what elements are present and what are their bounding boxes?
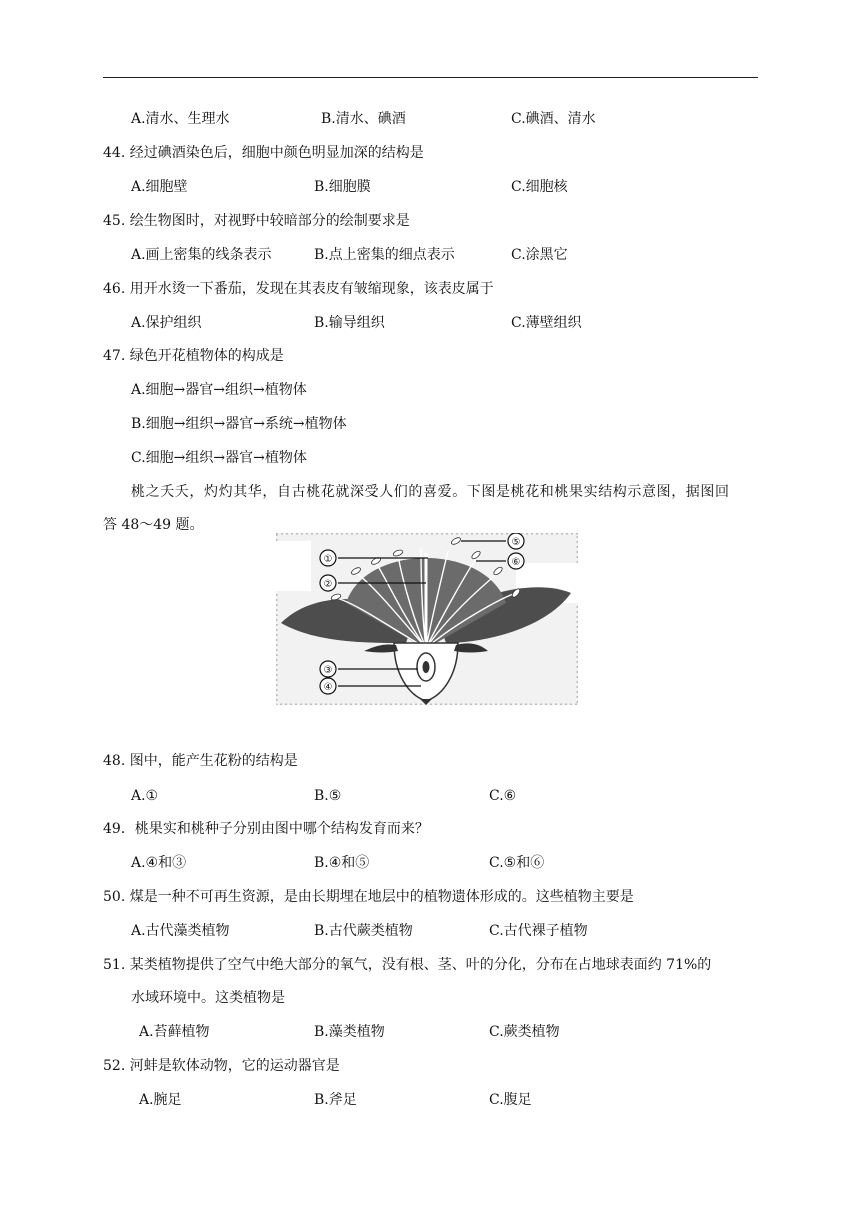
q48-option-a: A.①	[131, 788, 159, 804]
q48-option-c: C.⑥	[489, 788, 517, 804]
q50-option-a: A.古代藻类植物	[131, 923, 230, 939]
q51-option-a: A.苔藓植物	[139, 1024, 210, 1040]
q44-option-a: A.细胞壁	[131, 179, 188, 195]
label-5: ⑤	[511, 537, 521, 548]
intro-line-2: 答 48～49 题。	[103, 517, 204, 533]
q50-stem: 50. 煤是一种不可再生资源，是由长期埋在地层中的植物遗体形成的。这些植物主要是	[103, 889, 634, 905]
q44-stem: 44. 经过碘酒染色后，细胞中颜色明显加深的结构是	[103, 145, 424, 161]
q47-option-b: B.细胞→组织→器官→系统→植物体	[131, 416, 347, 432]
q51-stem-continued: 水域环境中。这类植物是	[131, 990, 285, 1006]
q48-option-b: B.⑤	[314, 788, 342, 804]
q45-option-c: C.涂黑它	[511, 247, 568, 263]
q46-option-b: B.输导组织	[314, 315, 385, 331]
q52-option-c: C.腹足	[489, 1092, 532, 1108]
label-6: ⑥	[511, 557, 521, 568]
q51-option-c: C.蕨类植物	[489, 1024, 560, 1040]
q49-option-c: C.⑤和⑥	[489, 855, 545, 871]
q52-stem: 52. 河蚌是软体动物，它的运动器官是	[103, 1058, 340, 1074]
q47-option-c: C.细胞→组织→器官→植物体	[131, 450, 307, 466]
header-rule	[103, 77, 758, 78]
peach-flower-diagram	[276, 533, 578, 705]
q52-option-b: B.斧足	[314, 1092, 357, 1108]
q44-option-c: C.细胞核	[511, 179, 568, 195]
q46-stem: 46. 用开水烫一下番茄，发现在其表皮有皱缩现象，该表皮属于	[103, 281, 494, 297]
q49-option-b: B.④和⑤	[314, 855, 370, 871]
q43-option-c: C.碘酒、清水	[511, 111, 596, 127]
label-1: ①	[323, 554, 333, 565]
label-3: ③	[323, 665, 333, 676]
q50-option-b: B.古代蕨类植物	[314, 923, 413, 939]
q45-stem: 45. 绘生物图时，对视野中较暗部分的绘制要求是	[103, 213, 410, 229]
q46-option-a: A.保护组织	[131, 315, 202, 331]
q44-option-b: B.细胞膜	[314, 179, 371, 195]
q47-option-a: A.细胞→器官→组织→植物体	[131, 382, 307, 398]
q49-stem: 49．桃果实和桃种子分别由图中哪个结构发育而来？	[103, 821, 429, 837]
q46-option-c: C.薄壁组织	[511, 315, 582, 331]
q49-option-a: A.④和③	[131, 855, 187, 871]
q52-option-a: A.腕足	[139, 1092, 182, 1108]
q45-option-a: A.画上密集的线条表示	[131, 247, 272, 263]
q43-option-a: A.清水、生理水	[131, 111, 230, 127]
intro-line-1: 桃之夭夭，灼灼其华，自古桃花就深受人们的喜爱。下图是桃花和桃果实结构示意图，据图回	[131, 484, 730, 500]
q51-option-b: B.藻类植物	[314, 1024, 385, 1040]
q43-option-b: B.清水、碘酒	[321, 111, 406, 127]
q50-option-c: C.古代裸子植物	[489, 923, 588, 939]
label-4: ④	[323, 682, 333, 693]
q51-stem: 51. 某类植物提供了空气中绝大部分的氧气，没有根、茎、叶的分化，分布在占地球表面约 71%的	[103, 957, 712, 973]
q47-stem: 47. 绿色开花植物体的构成是	[103, 348, 284, 364]
q45-option-b: B.点上密集的细点表示	[314, 247, 455, 263]
label-2: ②	[323, 579, 333, 590]
q48-stem: 48. 图中，能产生花粉的结构是	[103, 753, 298, 769]
